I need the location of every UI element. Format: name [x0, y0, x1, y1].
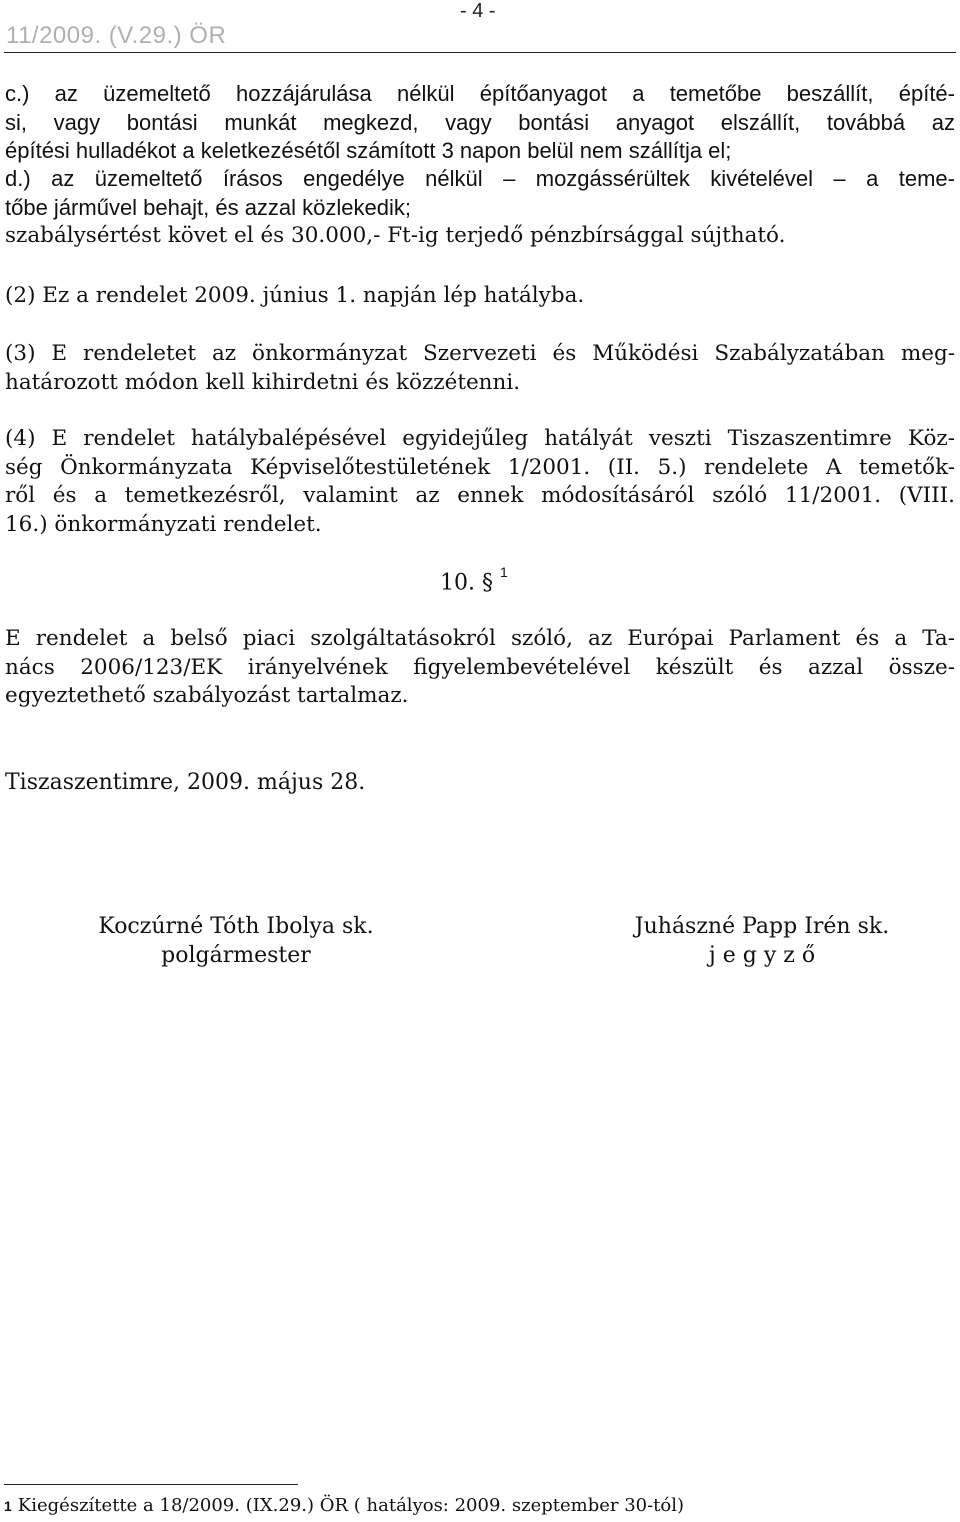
paragraph-2: (2) Ez a rendelet 2009. június 1. napján lép hatályba. — [5, 283, 585, 308]
signatory-title: polgármester — [161, 943, 311, 968]
signatory-name: Juhászné Papp Irén sk. — [634, 914, 890, 939]
section-heading: 10. § $^1$ — [440, 564, 508, 596]
paragraph-d-line: d.) az üzemeltető írásos engedélye nélkül – mozgássérültek kivételével – a teme- — [5, 166, 955, 191]
paragraph-3-line: határozott módon kell kihirdetni és közzétenni. — [5, 369, 521, 395]
paragraph-4-line: (4) E rendelet hatálybalépésével egyidejűleg hatályát veszti Tiszaszentimre Köz- — [5, 426, 955, 451]
section-body-line: nács 2006/123/EK irányelvének figyelembevételével készült és azzal össze- — [5, 654, 955, 680]
signature-notary — [612, 912, 912, 970]
section-body — [5, 625, 955, 711]
header-document-id: 11/2009. (V.29.) ÖR — [6, 22, 227, 49]
footnote — [4, 1495, 684, 1516]
signatory-title: j e g y z ő — [708, 943, 816, 968]
footnote-divider — [4, 1484, 298, 1485]
paragraph-4-line: ség Önkormányzata Képviselőtestületének 1/2001. (II. 5.) rendelete A temetők- — [5, 454, 955, 480]
paragraph-4 — [5, 425, 955, 539]
place-date: Tiszaszentimre, 2009. május 28. — [5, 770, 366, 795]
paragraph-c-line: c.) az üzemeltető hozzájárulása nélkül építőanyagot a temetőbe beszállít, építé- — [5, 81, 955, 106]
paragraph-4-line: ről és a temetkezésről, valamint az ennek módosításáról szóló 11/2001. (VIII. — [5, 483, 955, 508]
penalty-clause: szabálysértést követ el és 30.000,- Ft-ig terjedő pénzbírsággal sújtható. — [5, 223, 786, 248]
page-number: - 4 - — [460, 0, 496, 22]
paragraph-c-line: si, vagy bontási munkát megkezd, vagy bontási anyagot elszállít, továbbá az — [5, 109, 955, 135]
section-body-line: E rendelet a belső piaci szolgáltatásokról szóló, az Európai Parlament és a Ta- — [5, 626, 955, 651]
paragraph-d-line: tőbe járművel behajt, és azzal közlekedik; — [5, 194, 411, 220]
footnote-reference[interactable]: 1 — [499, 564, 508, 580]
footnote-mark: 1 — [4, 1498, 12, 1514]
section-body-line: egyeztethető szabályozást tartalmaz. — [5, 683, 409, 708]
header-divider — [4, 52, 956, 53]
paragraph-d — [5, 165, 955, 222]
paragraph-c-line: építési hulladékot a keletkezésétől számított 3 napon belül nem szállítja el; — [5, 138, 732, 163]
paragraph-c — [5, 80, 955, 166]
footnote-text: Kiegészítette a 18/2009. (IX.29.) ÖR ( hatályos: 2009. szeptember 30-tól) — [17, 1495, 685, 1516]
signatory-name: Koczúrné Tóth Ibolya sk. — [98, 914, 374, 939]
paragraph-4-line: 16.) önkormányzati rendelet. — [5, 511, 322, 537]
paragraph-3-line: (3) E rendeletet az önkormányzat Szervezeti és Működési Szabályzatában meg- — [5, 341, 955, 366]
signature-mayor — [86, 912, 386, 970]
paragraph-3 — [5, 340, 955, 397]
